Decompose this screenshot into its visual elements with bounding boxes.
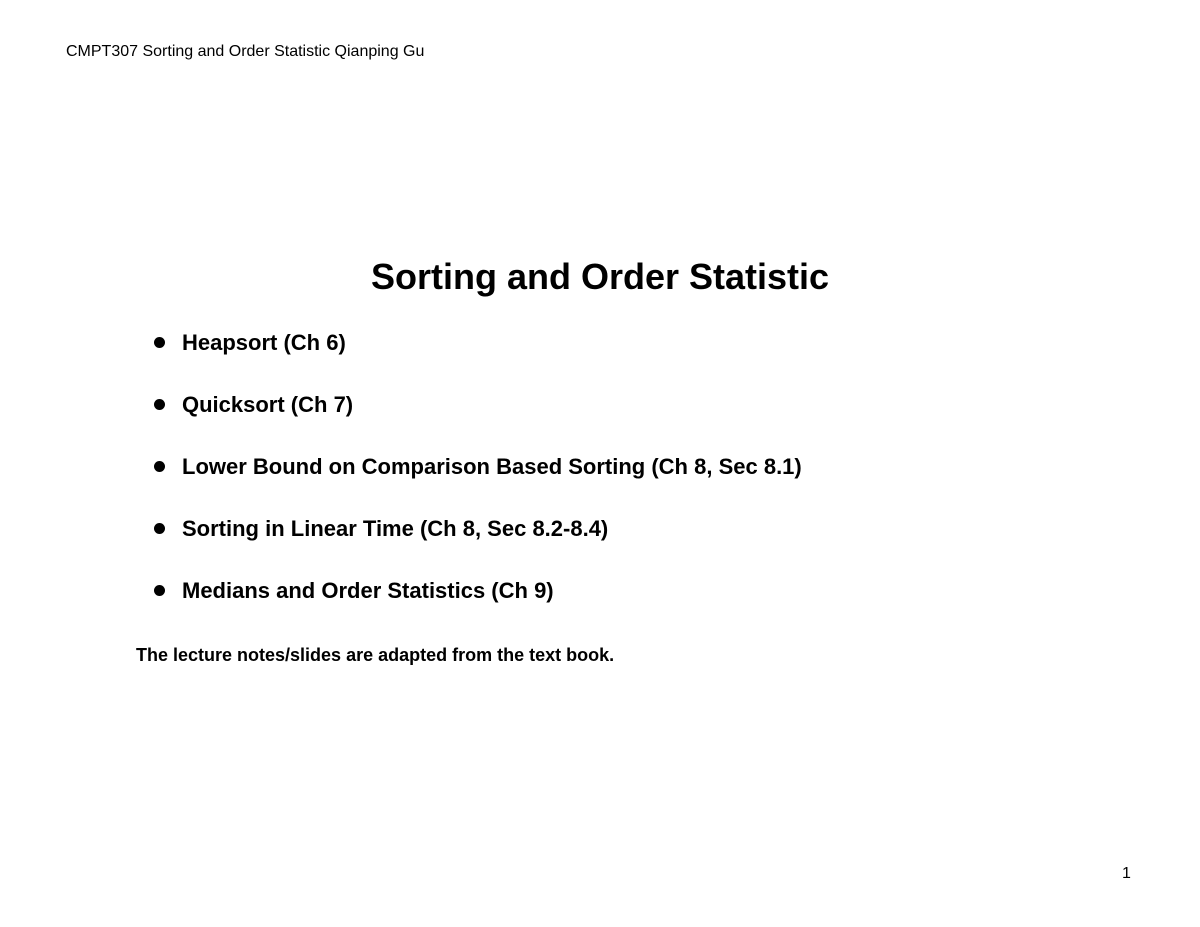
list-item xyxy=(150,513,802,575)
bullet-icon xyxy=(154,399,165,410)
bullet-icon xyxy=(154,585,165,596)
list-item xyxy=(150,575,802,637)
running-header: CMPT307 Sorting and Order Statistic Qianping Gu xyxy=(66,43,425,60)
list-item-text: Lower Bound on Comparison Based Sorting (Ch 8, Sec 8.1) xyxy=(182,454,802,479)
attribution-note: The lecture notes/slides are adapted from the text book. xyxy=(136,645,615,665)
bullet-icon xyxy=(154,461,165,472)
bullet-icon xyxy=(154,523,165,534)
list-item-text: Sorting in Linear Time (Ch 8, Sec 8.2-8.4) xyxy=(182,516,609,541)
list-item xyxy=(150,327,802,389)
page-number: 1 xyxy=(1122,865,1131,882)
topic-list xyxy=(150,327,802,637)
list-item xyxy=(150,451,802,513)
bullet-icon xyxy=(154,337,165,348)
slide-title: Sorting and Order Statistic xyxy=(370,256,830,297)
list-item-text: Medians and Order Statistics (Ch 9) xyxy=(182,578,554,603)
list-item-text: Quicksort (Ch 7) xyxy=(182,392,354,417)
list-item-text: Heapsort (Ch 6) xyxy=(182,330,346,355)
list-item xyxy=(150,389,802,451)
